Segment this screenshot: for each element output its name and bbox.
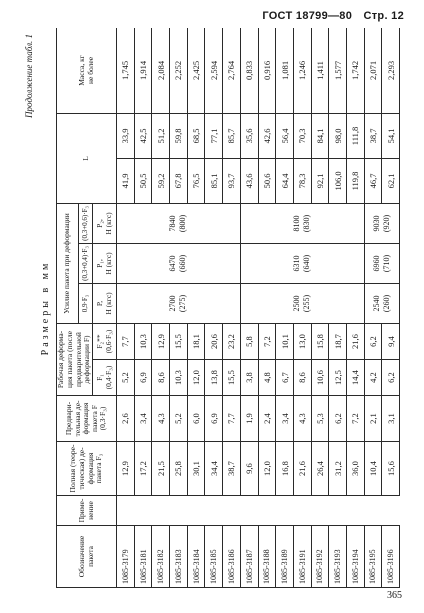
page-header (262, 10, 404, 22)
cell-pre-deformation: 3,4 (276, 396, 294, 442)
cell-application (205, 496, 223, 526)
cell-f1: 6,7 (276, 360, 294, 396)
cell-mass: 2,084 (152, 28, 170, 113)
cell-application (170, 496, 188, 526)
cell-length-1: 85,1 (205, 158, 223, 203)
cell-pre-deformation: 2,6 (117, 396, 135, 442)
cell-length-2: 38,7 (364, 113, 382, 158)
cell-f1: 13,8 (205, 360, 223, 396)
table-body (117, 28, 400, 588)
cell-f1: 8,6 (293, 360, 311, 396)
col-length: L (57, 113, 117, 203)
cell-designation: 1085-3181 (134, 526, 152, 588)
cell-f2: 18,7 (329, 324, 347, 360)
standard-code: ГОСТ 18799—80 (262, 10, 353, 22)
cell-mass: 1,081 (276, 28, 294, 113)
cell-length-2: 59,8 (170, 113, 188, 158)
rotated-content (20, 28, 402, 588)
col-f2: F₂** (0,6·F₃) (93, 324, 117, 360)
cell-mass: 2,252 (170, 28, 188, 113)
cell-designation: 1085-3187 (240, 526, 258, 588)
cell-length-1: 67,8 (170, 158, 188, 203)
cell-f2: 15,5 (170, 324, 188, 360)
cell-designation: 1085-3183 (170, 526, 188, 588)
col-p1: P₁, Н (кгс) (93, 244, 117, 284)
cell-designation: 1085-3185 (205, 526, 223, 588)
cell-mass: 2,594 (205, 28, 223, 113)
cell-length-1: 92,1 (311, 158, 329, 203)
cell-length-2: 70,3 (293, 113, 311, 158)
col-force-b: (0,3+0,4)·F₃ (79, 244, 93, 284)
cell-designation: 1085-3193 (329, 526, 347, 588)
cell-pre-deformation: 2,1 (364, 396, 382, 442)
cell-length-1: 41,9 (117, 158, 135, 203)
cell-force-p: 2700 (275) (117, 284, 241, 324)
cell-length-1: 59,2 (152, 158, 170, 203)
spring-pack-table (56, 28, 400, 588)
cell-f2: 20,6 (205, 324, 223, 360)
cell-pre-deformation: 4,3 (152, 396, 170, 442)
cell-full-deformation: 15,6 (382, 442, 400, 496)
cell-length-2: 33,9 (117, 113, 135, 158)
cell-force-p2: 7840 (800) (117, 203, 241, 243)
cell-pre-deformation: 5,2 (170, 396, 188, 442)
cell-designation: 1085-3189 (276, 526, 294, 588)
col-f1: F₁ (0,4·F₃) (93, 360, 117, 396)
cell-f2: 21,6 (346, 324, 364, 360)
table-row (117, 28, 135, 588)
cell-length-1: 43,6 (240, 158, 258, 203)
col-pre-deformation: Предвари- тельная де- формация пакета F (0,3·F₃) (57, 396, 117, 442)
cell-f2: 15,8 (311, 324, 329, 360)
cell-f2: 6,2 (364, 324, 382, 360)
cell-f1: 8,6 (152, 360, 170, 396)
cell-force-p: 2540 (260) (364, 284, 399, 324)
cell-designation: 1085-3191 (293, 526, 311, 588)
cell-length-1: 62,1 (382, 158, 400, 203)
cell-length-2: 42,5 (134, 113, 152, 158)
cell-full-deformation: 16,8 (276, 442, 294, 496)
cell-full-deformation: 25,8 (170, 442, 188, 496)
cell-full-deformation: 12,9 (117, 442, 135, 496)
cell-mass: 1,246 (293, 28, 311, 113)
cell-f1: 15,5 (223, 360, 241, 396)
cell-full-deformation: 34,4 (205, 442, 223, 496)
col-p2: P₂, Н (кгс) (93, 203, 117, 243)
cell-mass: 1,745 (117, 28, 135, 113)
cell-pre-deformation: 3,1 (382, 396, 400, 442)
cell-length-1: 119,8 (346, 158, 364, 203)
cell-f2: 18,1 (187, 324, 205, 360)
cell-length-2: 84,1 (311, 113, 329, 158)
cell-f2: 12,9 (152, 324, 170, 360)
col-force-group: Усилие пакета при деформации (57, 203, 79, 323)
table-row (240, 28, 258, 588)
col-application: Приме- нение (57, 496, 117, 526)
cell-full-deformation: 26,4 (311, 442, 329, 496)
rotated-table-area (20, 28, 402, 588)
cell-length-2: 77,1 (205, 113, 223, 158)
page-label: Стр. 12 (363, 10, 404, 22)
col-designation: Обозначение пакета (57, 526, 117, 588)
cell-force-p2: 8100 (830) (240, 203, 364, 243)
cell-pre-deformation: 5,3 (311, 396, 329, 442)
cell-designation: 1085-3192 (311, 526, 329, 588)
col-force-c: (0,3+0,6)·F₃ (79, 203, 93, 243)
cell-mass: 1,914 (134, 28, 152, 113)
cell-f1: 6,9 (134, 360, 152, 396)
cell-application (346, 496, 364, 526)
cell-length-2: 111,8 (346, 113, 364, 158)
col-full-deformation: Полная (теоре- тическая) де- формация пакета F₃ (57, 442, 117, 496)
cell-length-1: 93,7 (223, 158, 241, 203)
col-force-a: 0,9·F₃ (79, 284, 93, 324)
col-p: P, Н (кгс) (93, 284, 117, 324)
cell-length-1: 76,5 (187, 158, 205, 203)
cell-force-p1: 6470 (660) (117, 244, 241, 284)
cell-designation: 1085-3194 (346, 526, 364, 588)
cell-pre-deformation: 7,2 (346, 396, 364, 442)
cell-full-deformation: 12,0 (258, 442, 276, 496)
cell-f1: 10,6 (311, 360, 329, 396)
cell-f2: 13,0 (293, 324, 311, 360)
cell-designation: 1085-3186 (223, 526, 241, 588)
cell-application (240, 496, 258, 526)
cell-length-1: 50,5 (134, 158, 152, 203)
cell-designation: 1085-3196 (382, 526, 400, 588)
cell-length-1: 50,6 (258, 158, 276, 203)
page-number: 365 (387, 590, 402, 601)
cell-length-2: 35,6 (240, 113, 258, 158)
cell-application (311, 496, 329, 526)
cell-application (152, 496, 170, 526)
cell-full-deformation: 9,6 (240, 442, 258, 496)
cell-pre-deformation: 6,9 (205, 396, 223, 442)
cell-f2: 23,2 (223, 324, 241, 360)
cell-f1: 3,8 (240, 360, 258, 396)
cell-full-deformation: 30,1 (187, 442, 205, 496)
cell-length-1: 46,7 (364, 158, 382, 203)
cell-length-2: 85,7 (223, 113, 241, 158)
cell-mass: 2,293 (382, 28, 400, 113)
cell-application (187, 496, 205, 526)
cell-force-p1: 6960 (710) (364, 244, 399, 284)
cell-full-deformation: 31,2 (329, 442, 347, 496)
cell-pre-deformation: 6,0 (187, 396, 205, 442)
cell-f1: 5,2 (117, 360, 135, 396)
cell-f1: 4,8 (258, 360, 276, 396)
cell-length-1: 78,3 (293, 158, 311, 203)
cell-f1: 12,0 (187, 360, 205, 396)
cell-full-deformation: 21,5 (152, 442, 170, 496)
cell-full-deformation: 36,0 (346, 442, 364, 496)
cell-pre-deformation: 4,3 (293, 396, 311, 442)
col-working-deformation: Рабочая деформа- ция пакета (после предварительной деформации F) (57, 324, 93, 396)
cell-f1: 14,4 (346, 360, 364, 396)
cell-f1: 4,2 (364, 360, 382, 396)
cell-f2: 7,2 (258, 324, 276, 360)
cell-force-p1: 6310 (640) (240, 244, 364, 284)
cell-pre-deformation: 7,7 (223, 396, 241, 442)
cell-application (223, 496, 241, 526)
cell-mass: 1,577 (329, 28, 347, 113)
cell-full-deformation: 38,7 (223, 442, 241, 496)
cell-application (117, 496, 135, 526)
cell-length-2: 54,1 (382, 113, 400, 158)
cell-designation: 1085-3184 (187, 526, 205, 588)
cell-length-2: 68,5 (187, 113, 205, 158)
cell-application (258, 496, 276, 526)
cell-full-deformation: 17,2 (134, 442, 152, 496)
cell-application (329, 496, 347, 526)
cell-mass: 1,411 (311, 28, 329, 113)
cell-pre-deformation: 2,4 (258, 396, 276, 442)
cell-length-2: 42,6 (258, 113, 276, 158)
col-mass: Масса, кг не более (57, 28, 117, 113)
cell-force-p2: 9030 (920) (364, 203, 399, 243)
cell-f2: 10,1 (276, 324, 294, 360)
cell-designation: 1085-3179 (117, 526, 135, 588)
cell-full-deformation: 21,6 (293, 442, 311, 496)
cell-mass: 2,764 (223, 28, 241, 113)
cell-designation: 1085-3182 (152, 526, 170, 588)
cell-application (276, 496, 294, 526)
cell-f2: 10,3 (134, 324, 152, 360)
continuation-note: Продолжение табл. 1 (24, 34, 34, 118)
cell-f2: 9,4 (382, 324, 400, 360)
table-row (364, 28, 382, 588)
cell-f1: 10,3 (170, 360, 188, 396)
cell-length-1: 64,4 (276, 158, 294, 203)
cell-length-2: 51,2 (152, 113, 170, 158)
cell-pre-deformation: 6,2 (329, 396, 347, 442)
cell-application (293, 496, 311, 526)
cell-pre-deformation: 1,9 (240, 396, 258, 442)
cell-f1: 12,5 (329, 360, 347, 396)
cell-mass: 0,916 (258, 28, 276, 113)
cell-f2: 5,8 (240, 324, 258, 360)
cell-mass: 1,742 (346, 28, 364, 113)
cell-full-deformation: 10,4 (364, 442, 382, 496)
cell-application (364, 496, 382, 526)
cell-f2: 7,7 (117, 324, 135, 360)
cell-length-2: 56,4 (276, 113, 294, 158)
cell-force-p: 2500 (255) (240, 284, 364, 324)
cell-application (134, 496, 152, 526)
cell-length-2: 98,0 (329, 113, 347, 158)
cell-mass: 2,425 (187, 28, 205, 113)
cell-length-1: 106,0 (329, 158, 347, 203)
cell-pre-deformation: 3,4 (134, 396, 152, 442)
cell-f1: 6,2 (382, 360, 400, 396)
cell-mass: 0,833 (240, 28, 258, 113)
cell-designation: 1085-3188 (258, 526, 276, 588)
cell-application (382, 496, 400, 526)
cell-designation: 1085-3195 (364, 526, 382, 588)
cell-mass: 2,071 (364, 28, 382, 113)
units-title: Размеры в мм (40, 260, 51, 356)
